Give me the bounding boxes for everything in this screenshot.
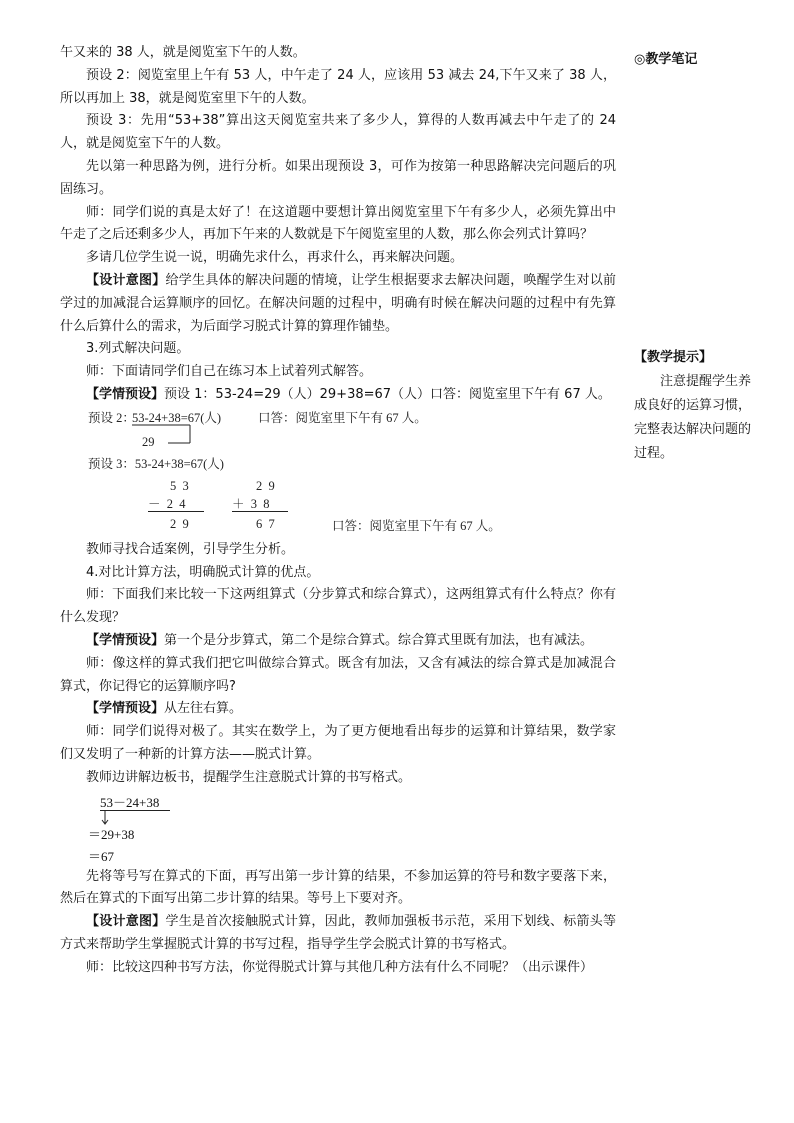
vertical1-result: 2 9: [170, 516, 189, 531]
design-intent-tag: 【设计意图】: [86, 914, 166, 930]
paragraph: [60, 384, 616, 407]
paragraph: 师：同学们说得对极了。其实在数学上，为了更方便地看出每步的运算和计算结果，数学家们又发明了一种新的计算方法——脱式计算。: [60, 724, 616, 762]
calc-figure-preset2: [60, 407, 616, 453]
main-content: [60, 42, 616, 980]
calc-answer: 口答：阅览室里下午有 67 人。: [332, 518, 501, 533]
paragraph: 多请几位学生说一说，明确先求什么，再求什么，再来解决问题。: [86, 250, 464, 266]
paragraph: [60, 911, 616, 957]
paragraph: 3.列式解决问题。: [86, 341, 190, 357]
paragraph-text: 从左往右算。: [164, 701, 243, 717]
vertical2-op: ＋ 3 8: [232, 496, 270, 511]
vertical2-result: 6 7: [256, 516, 275, 531]
vertical1-top: 5 3: [170, 478, 189, 493]
paragraph: [60, 630, 616, 653]
paragraph-text: 给学生具体的解决问题的情境，让学生根据要求去解决问题，唤醒学生对以前学过的加减混合运算顺序的回忆。在解决问题的过程中，明确有时候在解决问题的过程中有先算什么后算什么的需求，为后面学习脱式计算的算理作铺垫。: [60, 272, 616, 334]
step-line-3: ＝67: [88, 848, 115, 864]
paragraph: 4.对比计算方法，明确脱式计算的优点。: [86, 564, 320, 580]
paragraph: 师：同学们说的真是太好了！在这道题中要想计算出阅览室里下午有多少人，必须先算出中午走了之后还剩多少人，再加下午来的人数就是下午阅览室里的人数，那么你会列式计算吗？: [60, 204, 616, 243]
vertical2-top: 2 9: [256, 478, 275, 493]
preset-tag: 【学情预设】: [86, 701, 165, 717]
teaching-notes-title: ◎教学笔记: [634, 52, 698, 67]
step-calculation-board: [60, 790, 616, 866]
paragraph: 师：下面我们来比较一下这两组算式（分步算式和综合算式），这两组算式有什么特点？你有什么发现？: [60, 587, 616, 626]
paragraph: [60, 698, 616, 721]
calc-figure-preset3: [60, 453, 616, 539]
paragraph: 先以第一种思路为例，进行分析。如果出现预设 3，可作为按第一种思路解决完问题后的巩固练习。: [60, 158, 616, 197]
calc-head: 预设 2：: [88, 410, 135, 425]
paragraph: 预设 3：先用“53+38”算出这天阅览室共来了多少人，算得的人数再减去中午走了的 24 人，就是阅览室下午的人数。: [60, 113, 616, 152]
paragraph: 先将等号写在算式的下面，再写出第一步计算的结果，不参加运算的符号和数字要落下来，然后在算式的下面写出第二步计算的结果。等号上下要对齐。: [60, 868, 616, 907]
paragraph-text: 第一个是分步算式，第二个是综合算式。综合算式里既有加法，也有减法。: [164, 632, 594, 648]
calc-subresult: 29: [142, 434, 155, 449]
preset-tag: 【学情预设】: [86, 632, 165, 648]
preset-tag: 【学情预设】: [86, 386, 165, 402]
paragraph: 午又来的 38 人，就是阅览室下午的人数。: [60, 45, 306, 60]
teaching-tips-text: 注意提醒学生养成良好的运算习惯，完整表达解决问题的过程。: [634, 374, 752, 461]
teaching-tips-title: 【教学提示】: [634, 350, 713, 365]
paragraph-text: 预设 1：53-24=29（人）29+38=67（人）口答：阅览室里下午有 67 人。: [164, 386, 611, 402]
calc-expression: 53-24+38=67(人): [132, 410, 222, 425]
teaching-tips: [634, 346, 754, 466]
paragraph: 师：像这样的算式我们把它叫做综合算式。既含有加法，又含有减法的综合算式是加减混合算式，你记得它的运算顺序吗?: [60, 655, 616, 694]
paragraph: 预设 2：阅览室里上午有 53 人，中午走了 24 人，应该用 53 减去 24,下午又来了 38 人，所以再加上 38，就是阅览室里下午的人数。: [60, 67, 616, 106]
vertical1-rule: [148, 511, 204, 512]
design-intent-tag: 【设计意图】: [86, 272, 166, 288]
calc-head: 预设 3：53-24+38=67(人): [88, 456, 224, 471]
paragraph-text: 学生是首次接触脱式计算，因此，教师加强板书示范，采用下划线、标箭头等方式来帮助学生掌握脱式计算的书写过程，指导学生学会脱式计算的书写格式。: [60, 914, 616, 952]
paragraph: 师：比较这四种书写方法，你觉得脱式计算与其他几种方法有什么不同呢？（出示课件）: [86, 959, 594, 975]
step-line-1: 53－24+38: [100, 794, 160, 810]
paragraph: [60, 270, 616, 338]
paragraph: 教师寻找合适案例，引导学生分析。: [86, 541, 295, 557]
vertical2-rule: [232, 511, 288, 512]
paragraph: 师：下面请同学们自己在练习本上试着列式解答。: [86, 364, 373, 380]
step-line-2: ＝29+38: [88, 826, 135, 842]
vertical1-op: － 2 4: [148, 496, 186, 511]
calc-answer: 口答：阅览室里下午有 67 人。: [258, 410, 427, 425]
paragraph: 教师边讲解边板书，提醒学生注意脱式计算的书写格式。: [86, 769, 412, 785]
